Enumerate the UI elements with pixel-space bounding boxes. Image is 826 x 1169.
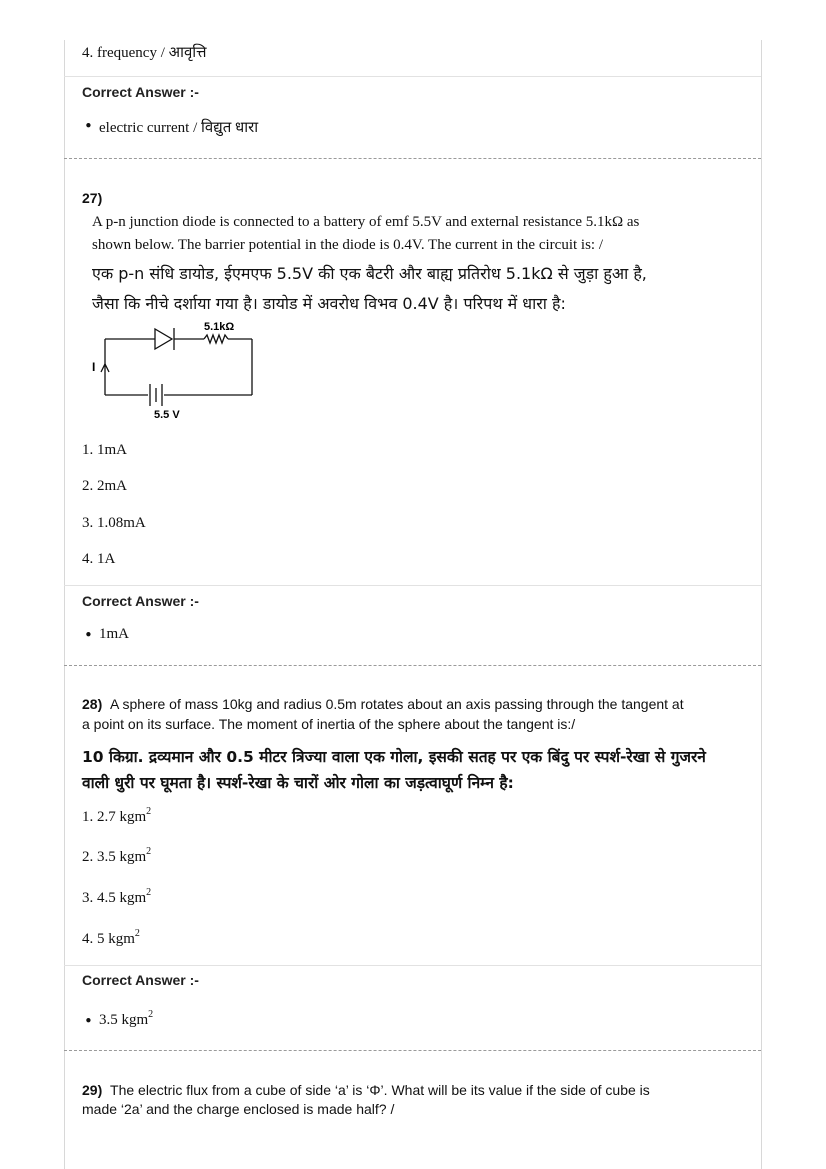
- divider: [64, 76, 761, 77]
- resistor-label: 5.1kΩ: [204, 321, 235, 333]
- option[interactable]: 3. 1.08mA: [82, 515, 146, 531]
- divider: [64, 965, 761, 966]
- correct-answer-value: 1mA: [99, 626, 129, 642]
- correct-answer-value: electric current / विद्युत धारा: [99, 120, 259, 136]
- question-text-hi: एक p-n संधि डायोड, ईएमएफ 5.5V की एक बैटरी और बाह्य प्रतिरोध 5.1kΩ से जुड़ा हुआ है,: [92, 264, 647, 283]
- option[interactable]: 4. 1A: [82, 551, 116, 567]
- option[interactable]: [82, 806, 152, 826]
- option[interactable]: 2. 2mA: [82, 478, 127, 494]
- option-label: 4. 5 kgm: [82, 931, 135, 947]
- answer-label: 3.5 kgm: [99, 1012, 149, 1028]
- question-text-en: The electric flux from a cube of side ‘a’ is ‘Φ’. What will be its value if the side of cube is: [110, 1082, 650, 1098]
- question-text-hi: जैसा कि नीचे दर्शाया गया है। डायोड में अवरोध विभव 0.4V है। परिपथ में धारा है:: [92, 294, 566, 313]
- question-separator: [64, 1050, 761, 1051]
- question-text-en: A p-n junction diode is connected to a battery of emf 5.5V and external resistance 5.1kΩ as: [92, 214, 640, 230]
- option[interactable]: [82, 887, 152, 907]
- correct-answer-label: Correct Answer :-: [82, 593, 199, 609]
- option-label: 2. 3.5 kgm: [82, 849, 147, 865]
- question-number: 27): [82, 190, 103, 206]
- battery-label: 5.5 V: [154, 409, 180, 421]
- correct-answer-label: Correct Answer :-: [82, 84, 199, 100]
- option[interactable]: [82, 928, 140, 948]
- bullet-icon: •: [84, 626, 93, 644]
- correct-answer-value: [99, 1009, 154, 1029]
- question-text-hi: 10 किग्रा. द्रव्यमान और 0.5 मीटर त्रिज्या वाला एक गोला, इसकी सतह पर एक बिंदु पर स्पर्श-रेखा से गुजरने: [82, 748, 706, 766]
- option[interactable]: 1. 1mA: [82, 442, 127, 458]
- question-separator: [64, 158, 761, 159]
- question-number: 29): [82, 1082, 103, 1098]
- divider: [64, 585, 761, 586]
- question-separator: [64, 665, 761, 666]
- superscript: 2: [146, 846, 152, 857]
- question-row: [82, 696, 752, 712]
- bullet-icon: •: [84, 1012, 93, 1030]
- superscript: 2: [134, 928, 140, 939]
- superscript: 2: [148, 1009, 154, 1020]
- option[interactable]: [82, 846, 152, 866]
- question-text-hi: वाली धुरी पर घूमता है। स्पर्श-रेखा के चारों ओर गोला का जड़त्वाघूर्ण निम्न है:: [82, 774, 514, 792]
- resistor-icon: [204, 335, 228, 343]
- superscript: 2: [146, 887, 152, 898]
- superscript: 2: [146, 806, 152, 817]
- diode-icon: [155, 329, 172, 349]
- correct-answer-label: Correct Answer :-: [82, 972, 199, 988]
- q26-option-4: 4. frequency / आवृत्ति: [82, 45, 207, 61]
- option-label: 1. 2.7 kgm: [82, 809, 147, 825]
- question-row: [82, 1082, 752, 1098]
- question-text-en: shown below. The barrier potential in the diode is 0.4V. The current in the circuit is: /: [92, 237, 603, 253]
- question-text-en: a point on its surface. The moment of inertia of the sphere about the tangent is:/: [82, 716, 576, 732]
- option-label: 3. 4.5 kgm: [82, 890, 147, 906]
- current-label: I: [92, 360, 96, 374]
- question-number: 28): [82, 696, 103, 712]
- question-text-en: A sphere of mass 10kg and radius 0.5m rotates about an axis passing through the tangent at: [110, 696, 684, 712]
- bullet-icon: •: [84, 117, 93, 135]
- question-text-en: made ‘2a’ and the charge enclosed is made half? /: [82, 1101, 395, 1117]
- circuit-diagram: [90, 314, 270, 424]
